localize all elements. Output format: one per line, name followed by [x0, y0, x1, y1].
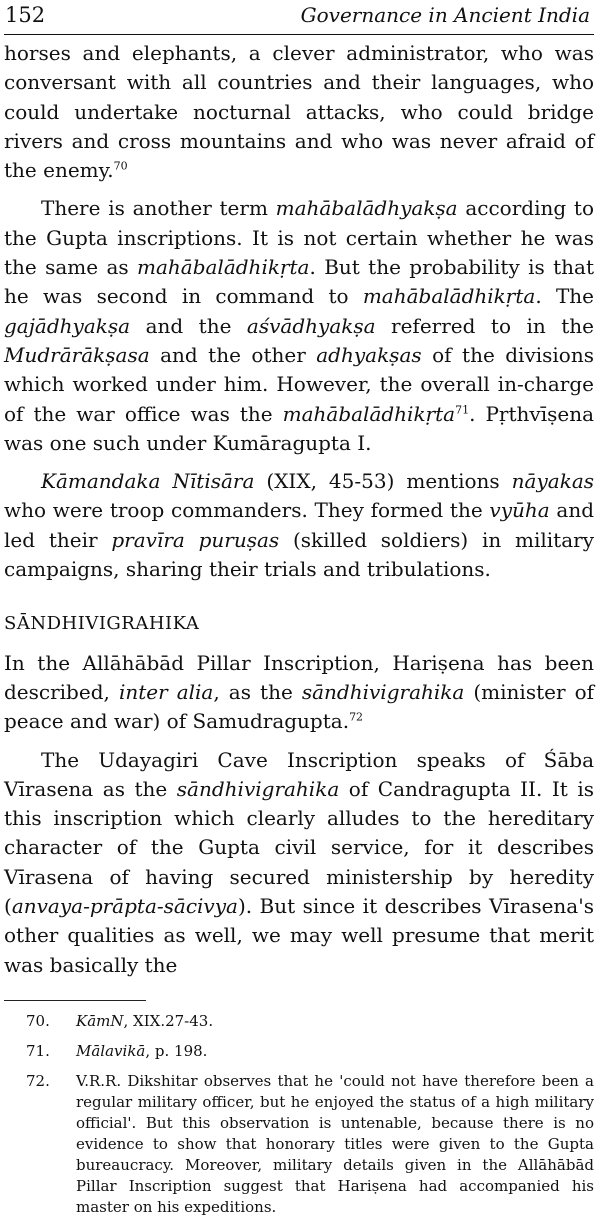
page-number: 152	[5, 3, 46, 27]
paragraph-2: There is another term mahābalādhyakṣa according to the Gupta inscriptions. It is not certain whether he was the same as mahābalādhikṛta. But the probability is that he was second in command to mahābalādhikṛta. The gajādhyakṣa and the aśvādhyakṣa referred to in the Mudrārākṣasa and the other adhyakṣas of the divisions which worked under him. However, the overall in-charge of the war office was the mahābalādhikṛta$^{71}$. Pṛthvīṣena was one such under Kumāragupta I.	[4, 196, 595, 455]
paragraph-3: Kāmandaka Nītisāra (XIX, 45-53) mentions nāyakas who were troop commanders. They formed the vyūha and led their pravīra puruṣas (skilled soldiers) in military campaigns, sharing their trials and tribulations.	[4, 469, 595, 582]
footnote-72: 72. V.R.R. Dikshitar observes that he 'could not have therefore been a regular military officer, but he enjoyed the status of a high military official'. But this observation is untenable, because there is no evidence to show that honorary titles were given to the Gupta bureaucracy. Moreover, military details given in the Allāhābād Pillar Inscription suggest that Hariṣena had accompanied his master on his expeditions.	[26, 1071, 594, 1216]
page-header	[4, 0, 594, 35]
paragraph-1: horses and elephants, a clever administrator, who was conversant with all countries and their languages, who could undertake nocturnal attacks, who could bridge rivers and cross mountains and who was never afraid of the enemy.$^{70}$	[4, 41, 594, 183]
footnote-ref-71: 71	[455, 402, 470, 416]
section-heading: SĀNDHIVIGRAHIKA	[4, 613, 200, 635]
footnote-70: 70. KāmN, XIX.27-43.	[26, 1011, 214, 1030]
footnote-separator	[4, 1000, 146, 1001]
body-text	[4, 39, 594, 980]
footnote-ref-72: 72	[349, 710, 364, 724]
running-title: Governance in Ancient India	[300, 3, 590, 27]
paragraph-4: In the Allāhābād Pillar Inscription, Hariṣena has been described, inter alia, as the sāndhivigrahika (minister of peace and war) of Samudragupta.$^{72}$	[4, 650, 595, 734]
footnote-ref-70: 70	[113, 159, 128, 173]
paragraph-5: The Udayagiri Cave Inscription speaks of Śāba Vīrasena as the sāndhivigrahika of Candragupta II. It is this inscription which clearly alludes to the hereditary character of the Gupta civil service, for it describes Vīrasena of having secured ministership by heredity (anvaya-prāpta-sācivya). But since it describes Vīrasena's other qualities as well, we may well presume that merit was basically the	[4, 747, 594, 977]
footnotes	[4, 1011, 594, 1218]
footnote-71: 71. Mālavikā, p. 198.	[26, 1041, 208, 1060]
